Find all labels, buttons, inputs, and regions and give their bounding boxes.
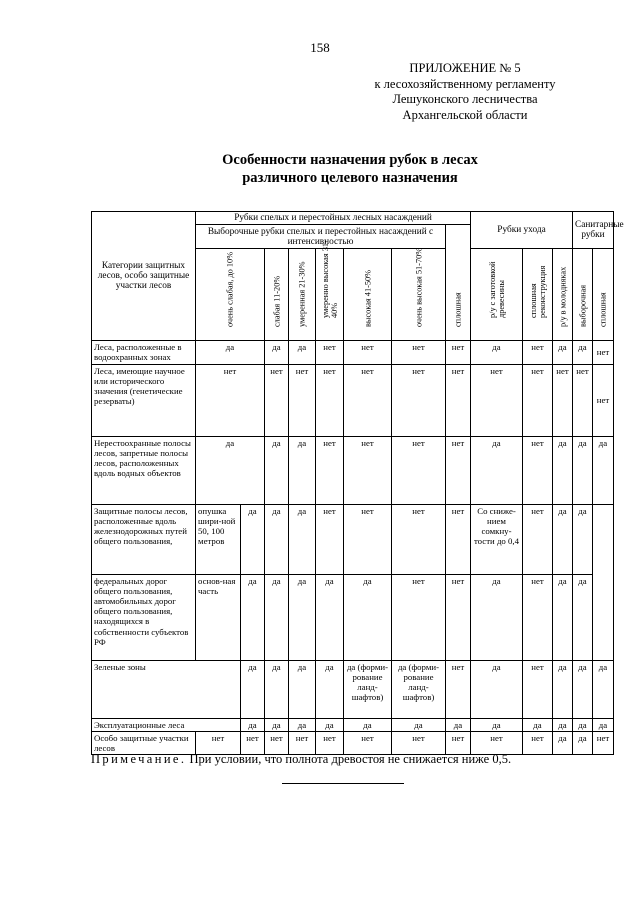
table-cell: нет (471, 364, 523, 436)
table-cell: да (316, 660, 344, 718)
row-label: Зеленые зоны (92, 660, 241, 718)
table-cell: нет (392, 504, 446, 574)
header-high: высокая 41-50% (344, 249, 392, 341)
table-cell: да (316, 718, 344, 731)
table-row (92, 364, 614, 436)
table-cell: нет (316, 341, 344, 364)
table-cell: да (289, 574, 316, 660)
header-moderate: умеренная 21-30% (289, 249, 316, 341)
table-cell: нет (523, 574, 553, 660)
table-row (92, 574, 614, 660)
table-cell: нет (392, 364, 446, 436)
appendix-line-1: ПРИЛОЖЕНИЕ № 5 (409, 61, 521, 75)
header-mature-group: Рубки спелых и перестойных лесных насаждений (196, 212, 471, 225)
table-cell: да (573, 504, 593, 574)
divider-line (282, 783, 404, 784)
table-cell: да (форми-рование ланд-шафтов) (344, 660, 392, 718)
table-cell: нет (593, 364, 614, 436)
table-cell: нет (446, 364, 471, 436)
table-cell: нет (523, 504, 553, 574)
header-very-weak: очень слабая, до 10% (196, 249, 265, 341)
appendix-line-3: Лешуконского лесничества (392, 92, 538, 106)
table-cell: нет (573, 364, 593, 436)
table-cell: да (573, 436, 593, 504)
table-cell: нет (523, 436, 553, 504)
header-sanitary-selective: выборочная (573, 249, 593, 341)
table-cell: да (196, 341, 265, 364)
header-clear-cutting: сплошная (446, 225, 471, 341)
table-cell: да (553, 731, 573, 754)
table-cell: да (289, 718, 316, 731)
table-cell: нет (265, 731, 289, 754)
table-cell: да (553, 436, 573, 504)
table-cell: да (471, 436, 523, 504)
header-sanitary-group: Санитарные рубки (573, 212, 614, 249)
table-row (92, 660, 614, 718)
table-cell: нет (446, 504, 471, 574)
table-cell: нет (344, 436, 392, 504)
header-sanitary-clear: сплошная (593, 249, 614, 341)
table-cell: нет (392, 731, 446, 754)
row-label: Нерестоохранные полосы лесов, запретные полосы лесов, расположенных вдоль водных объектов (92, 436, 196, 504)
table-cell: да (553, 718, 573, 731)
header-care-reconstruction: сплошная реконструкция (523, 249, 553, 341)
table-cell: нет (289, 731, 316, 754)
table-cell: нет (316, 731, 344, 754)
table-cell: да (593, 660, 614, 718)
table-cell: да (241, 574, 265, 660)
table-cell: да (471, 660, 523, 718)
table-cell: нет (392, 341, 446, 364)
table-cell: да (241, 660, 265, 718)
table-cell: нет (196, 364, 265, 436)
table-cell: да (553, 574, 573, 660)
table-cell: да (196, 436, 265, 504)
table-cell: нет (446, 731, 471, 754)
table-cell: нет (344, 731, 392, 754)
table-row (92, 718, 614, 731)
table-cell: нет (316, 436, 344, 504)
table-cell: да (289, 436, 316, 504)
header-selective-group: Выборочные рубки спелых и перестойных насаждений с интенсивностью (196, 225, 446, 249)
table-cell: нет (523, 660, 553, 718)
table-cell: нет (316, 364, 344, 436)
page-number: 158 (310, 40, 330, 55)
header-weak: слабая 11-20% (265, 249, 289, 341)
footnote-text: При условии, что полнота древостоя не снижается ниже 0,5. (186, 752, 512, 766)
table-cell: нет (265, 364, 289, 436)
table-cell: Со сниже-нием сомкну-тости до 0,4 (471, 504, 523, 574)
table-cell: да (471, 718, 523, 731)
table-row (92, 436, 614, 504)
table-row (92, 341, 614, 364)
table-cell: нет (344, 341, 392, 364)
table-cell: да (593, 718, 614, 731)
header-categories: Категории защитных лесов, особо защитные участки лесов (92, 212, 196, 341)
footnote (91, 752, 611, 767)
table-cell: да (344, 574, 392, 660)
table-cell: да (316, 574, 344, 660)
table-cell: да (523, 718, 553, 731)
header-very-high: очень высокая 51-70% (392, 249, 446, 341)
table-cell: да (265, 436, 289, 504)
table-cell: нет (446, 574, 471, 660)
table-cell: да (471, 341, 523, 364)
table-cell: нет (553, 364, 573, 436)
table-cell: да (573, 574, 593, 660)
table-cell: да (265, 718, 289, 731)
appendix-line-2: к лесохозяйственному регламенту (374, 76, 556, 91)
table-cell: нет (446, 660, 471, 718)
table-cell: да (265, 574, 289, 660)
header-care-group: Рубки ухода (471, 212, 573, 249)
row-label: Леса, имеющие научное или исторического значения (генетические резерваты) (92, 364, 196, 436)
table-cell: нет (316, 504, 344, 574)
table-row (92, 504, 614, 574)
table-cell: нет (344, 364, 392, 436)
table-cell: да (289, 341, 316, 364)
table-cell: да (265, 660, 289, 718)
table-cell: да (265, 504, 289, 574)
table-cell: нет (593, 341, 614, 364)
appendix-heading (350, 61, 580, 123)
table-cell: да (289, 504, 316, 574)
row-label: Леса, расположенные в водоохранных зонах (92, 341, 196, 364)
table-cell: нет (523, 364, 553, 436)
row-label: Эксплуатационные леса (92, 718, 241, 731)
table-cell: да (553, 341, 573, 364)
table-cell: нет (446, 436, 471, 504)
table-cell: да (471, 574, 523, 660)
table-cell: нет (593, 731, 614, 754)
footnote-label: Примечание. (91, 752, 187, 766)
document-title (90, 151, 610, 187)
table-cell: да (289, 660, 316, 718)
table-cell: нет (344, 504, 392, 574)
table-cell: да (573, 341, 593, 364)
table-cell: да (573, 731, 593, 754)
header-care-valuable: р/у с заготовкой древесины (471, 249, 523, 341)
table-cell: да (265, 341, 289, 364)
title-line-1: Особенности назначения рубок в лесах (222, 152, 478, 168)
table-cell: нет (446, 341, 471, 364)
table-cell: да (573, 660, 593, 718)
table-cell: да (553, 504, 573, 574)
table-cell: нет (392, 574, 446, 660)
header-moderately-high: умеренно высокая 31-40% (316, 249, 344, 341)
table-cell: нет (523, 341, 553, 364)
table-cell: да (241, 718, 265, 731)
table-cell: нет (523, 731, 553, 754)
table-cell: нет (289, 364, 316, 436)
table-cell: нет (471, 731, 523, 754)
row-sublabel: опушка шири-ной 50, 100 метров (196, 504, 241, 574)
table-cell: да (241, 504, 265, 574)
table-cell: да (593, 436, 614, 504)
table-cell: да (392, 718, 446, 731)
row-label: Особо защитные участки лесов (92, 731, 196, 754)
table-cell: нет (241, 731, 265, 754)
table-cell: да (форми-рование ланд-шафтов) (392, 660, 446, 718)
header-care-young: р/у в молодняках (553, 249, 573, 341)
table-cell: нет (392, 436, 446, 504)
row-label: Защитные полосы лесов, расположенные вдоль железнодорожных путей общего пользования, (92, 504, 196, 574)
appendix-line-4: Архангельской области (402, 107, 528, 122)
table-cell (593, 504, 614, 660)
table-cell: да (553, 660, 573, 718)
title-line-2: различного целевого назначения (242, 170, 458, 186)
table-cell: да (446, 718, 471, 731)
table-cell: да (344, 718, 392, 731)
table-cell: да (573, 718, 593, 731)
cutting-table (91, 211, 624, 755)
row-sublabel: основ-ная часть (196, 574, 241, 660)
row-label: федеральных дорог общего пользования, автомобильных дорог общего пользования, находящихся в собственности субъектов РФ (92, 574, 196, 660)
table-cell: нет (196, 731, 241, 754)
